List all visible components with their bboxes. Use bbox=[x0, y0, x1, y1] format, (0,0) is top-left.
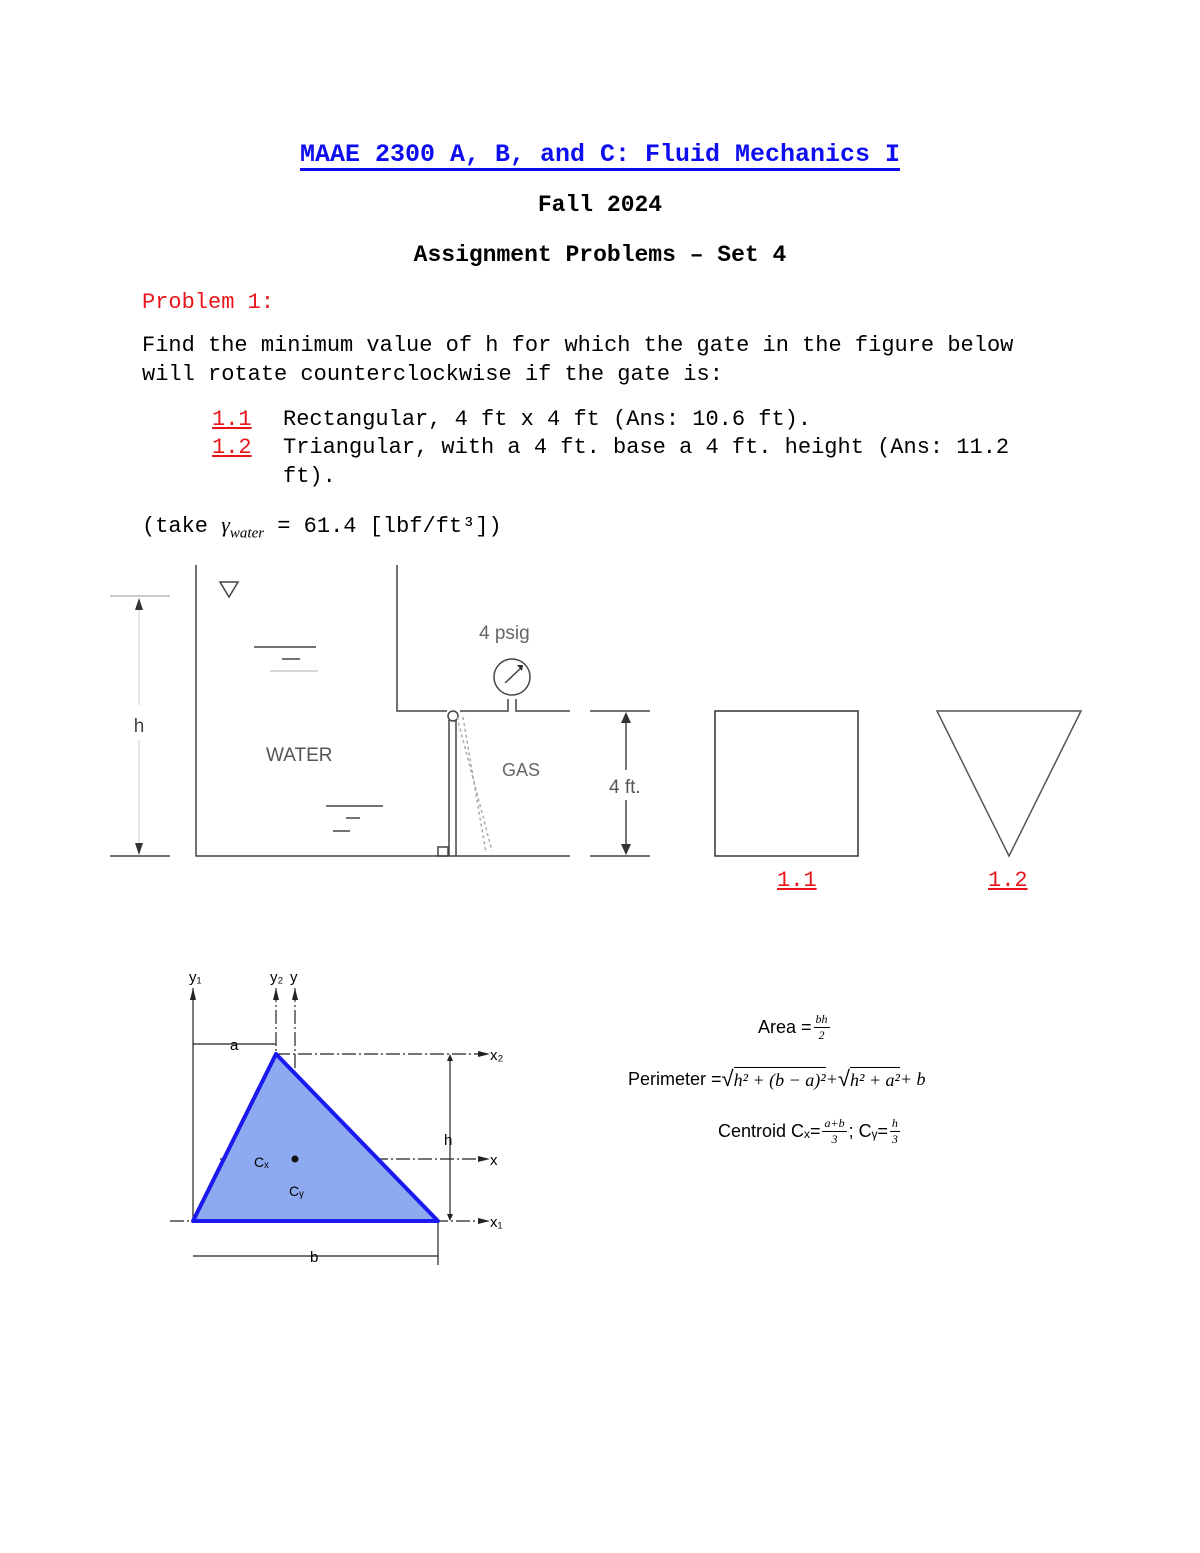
arrow-down-icon bbox=[447, 1214, 453, 1221]
perimeter-formula bbox=[628, 1066, 926, 1092]
area-formula bbox=[758, 1012, 830, 1043]
perimeter-term2: h² + a² bbox=[850, 1067, 900, 1091]
centroid-label: Centroid Cₓ= bbox=[718, 1121, 821, 1141]
term-heading: Fall 2024 bbox=[537, 192, 663, 218]
cx-label: Cₓ bbox=[254, 1154, 269, 1170]
problem-intro-line2: will rotate counterclockwise if the gate is: bbox=[142, 362, 723, 387]
cx-numerator: a+b bbox=[824, 1116, 845, 1130]
area-label: Area = bbox=[758, 1017, 812, 1037]
arrow-up-icon bbox=[135, 598, 143, 610]
x2-label: x₂ bbox=[490, 1047, 504, 1064]
rect-shape-label: 1.1 bbox=[777, 868, 817, 893]
item-number: 1.2 bbox=[212, 435, 252, 460]
gas-label: GAS bbox=[502, 760, 541, 780]
triangular-gate-shape bbox=[937, 711, 1081, 856]
perimeter-tail: + b bbox=[899, 1068, 926, 1089]
y2-label: y₂ bbox=[270, 969, 284, 986]
dimension-label: 4 ft. bbox=[609, 777, 641, 798]
problem-label: Problem 1: bbox=[142, 290, 275, 315]
item-number: 1.1 bbox=[212, 407, 252, 432]
pressure-label: 4 psig bbox=[479, 623, 530, 644]
tank-wall bbox=[196, 565, 570, 856]
centroid-formula bbox=[718, 1116, 900, 1147]
course-title: MAAE 2300 A, B, and C: Fluid Mechanics I bbox=[299, 140, 901, 169]
cx-denominator: 3 bbox=[831, 1132, 838, 1146]
cy-label: Cᵧ bbox=[289, 1183, 304, 1199]
perimeter-plus: + bbox=[825, 1068, 838, 1089]
h-label: h bbox=[444, 1132, 453, 1149]
arrow-up-icon bbox=[190, 988, 196, 1000]
x-label: x bbox=[490, 1152, 498, 1169]
arrow-right-icon bbox=[478, 1156, 490, 1162]
area-denominator: 2 bbox=[818, 1028, 825, 1042]
b-label: b bbox=[310, 1249, 319, 1266]
rectangular-gate-shape bbox=[715, 711, 858, 856]
perimeter-label: Perimeter = bbox=[628, 1068, 722, 1089]
gamma-note: (take $\gamma_{water} = 61.4$ [lbf/ft³]) bbox=[142, 512, 502, 542]
arrow-right-icon bbox=[478, 1218, 490, 1224]
arrow-up-icon bbox=[447, 1054, 453, 1061]
gas-chamber-top bbox=[460, 699, 570, 711]
cy-numerator: h bbox=[891, 1116, 898, 1130]
triangle-properties-figure bbox=[160, 960, 530, 1270]
item-text-continued: ft). bbox=[283, 464, 336, 489]
item-text: Triangular, with a 4 ft. base a 4 ft. height (Ans: 11.2 bbox=[283, 435, 1010, 460]
centroid-separator: ; Cᵧ= bbox=[848, 1121, 888, 1141]
centroid-point bbox=[292, 1156, 299, 1163]
triangle-shape bbox=[193, 1054, 438, 1221]
gate-swing-path bbox=[463, 717, 486, 853]
y1-label: y₁ bbox=[189, 969, 202, 986]
hinge bbox=[448, 711, 458, 721]
gate-figure bbox=[0, 555, 1200, 905]
arrow-right-icon bbox=[478, 1051, 490, 1057]
water-label: WATER bbox=[266, 745, 333, 766]
set-heading: Assignment Problems – Set 4 bbox=[413, 242, 787, 268]
tri-shape-label: 1.2 bbox=[988, 868, 1028, 893]
a-label: a bbox=[230, 1037, 239, 1054]
arrow-down-icon bbox=[135, 843, 143, 855]
h-label: h bbox=[133, 716, 145, 737]
cy-denominator: 3 bbox=[891, 1132, 898, 1146]
sqrt-icon: √ bbox=[721, 1066, 734, 1091]
problem-intro-line1: Find the minimum value of h for which the gate in the figure below bbox=[142, 333, 1014, 358]
gauge-needle bbox=[505, 667, 522, 683]
arrow-up-icon bbox=[273, 988, 279, 1000]
free-surface-icon bbox=[220, 582, 238, 597]
sqrt-icon: √ bbox=[837, 1066, 850, 1091]
arrow-up-icon bbox=[292, 988, 298, 1000]
arrow-up-icon bbox=[621, 712, 631, 723]
gas-chamber-wall bbox=[397, 565, 447, 711]
perimeter-term1: h² + (b − a)² bbox=[734, 1067, 826, 1091]
gate-stop bbox=[438, 847, 448, 856]
item-text: Rectangular, 4 ft x 4 ft (Ans: 10.6 ft). bbox=[283, 407, 812, 432]
y-label: y bbox=[290, 969, 298, 986]
area-numerator: bh bbox=[815, 1012, 828, 1026]
arrow-down-icon bbox=[621, 844, 631, 855]
x1-label: x₁ bbox=[490, 1214, 503, 1231]
